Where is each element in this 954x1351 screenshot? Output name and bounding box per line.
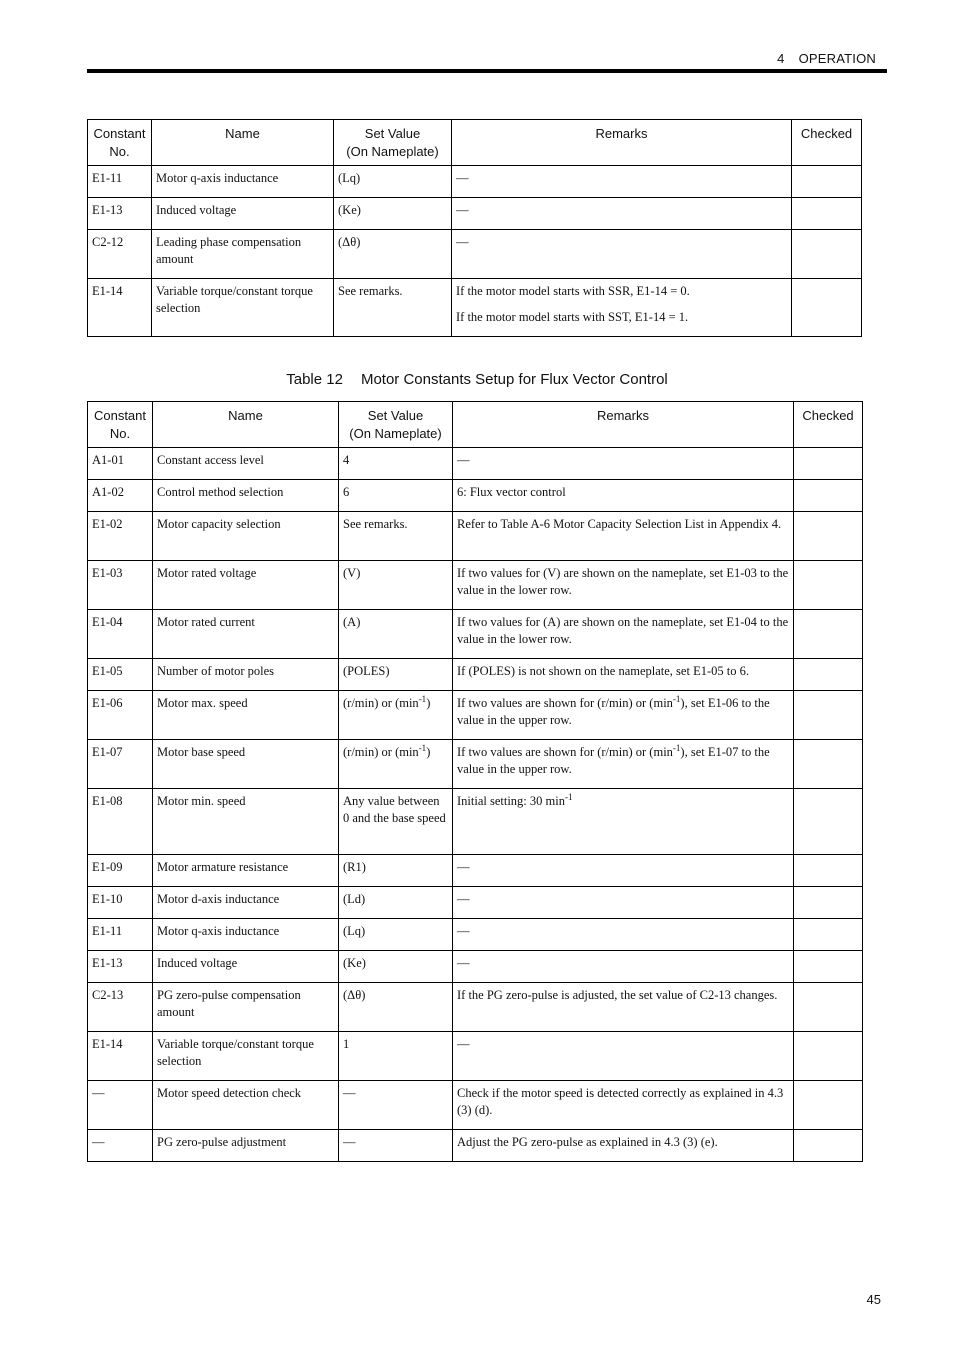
table-row (88, 691, 863, 740)
table-row (88, 919, 863, 951)
cell-set-value: — (339, 1130, 453, 1162)
page-header (777, 51, 876, 66)
cell-checked (794, 480, 863, 512)
cell-constant-no: E1-13 (88, 198, 152, 230)
cell-set-value: (Δθ) (339, 983, 453, 1032)
cell-remarks: — (453, 887, 794, 919)
cell-remarks: Initial setting: 30 $\min^{-1}$ (453, 789, 794, 855)
cell-remarks: If (POLES) is not shown on the nameplate, set E1-05 to 6. (453, 659, 794, 691)
table-row (88, 448, 863, 480)
cell-set-value: (Lq) (334, 166, 452, 198)
remark-line: — (456, 203, 469, 217)
cell-constant-no: E1-14 (88, 1032, 153, 1081)
cell-remarks (452, 279, 792, 337)
cell-remarks: If two values for (A) are shown on the nameplate, set E1-04 to the value in the lower row. (453, 610, 794, 659)
cell-name: Motor min. speed (153, 789, 339, 855)
cell-remarks: Refer to Table A-6 Motor Capacity Selection List in Appendix 4. (453, 512, 794, 561)
remark-line: If the motor model starts with SST, E1-14 = 1. (456, 310, 689, 324)
col-header-set-value: Set Value (On Nameplate) (339, 402, 453, 448)
cell-constant-no: E1-10 (88, 887, 153, 919)
cell-set-value: (A) (339, 610, 453, 659)
cell-set-value: (Lq) (339, 919, 453, 951)
table-row (88, 198, 862, 230)
cell-constant-no: — (88, 1130, 153, 1162)
cell-name: PG zero-pulse adjustment (153, 1130, 339, 1162)
cell-set-value: (r/min) or $(\min^{-1})$ (339, 691, 453, 740)
table-caption-label: Table 12 (286, 371, 343, 388)
cell-constant-no: E1-08 (88, 789, 153, 855)
table-row (88, 1032, 863, 1081)
col-header-name: Name (153, 402, 339, 448)
cell-name: Motor armature resistance (153, 855, 339, 887)
col-header-set-value: Set Value (On Nameplate) (334, 120, 452, 166)
table-row (88, 230, 862, 279)
cell-constant-no: — (88, 1081, 153, 1130)
cell-checked (794, 691, 863, 740)
cell-constant-no: E1-13 (88, 951, 153, 983)
cell-checked (792, 230, 862, 279)
cell-name: PG zero-pulse compensation amount (153, 983, 339, 1032)
remark-line: — (456, 171, 469, 185)
cell-constant-no: E1-02 (88, 512, 153, 561)
cell-constant-no: E1-14 (88, 279, 152, 337)
cell-constant-no: A1-01 (88, 448, 153, 480)
cell-checked (794, 1130, 863, 1162)
table-row (88, 480, 863, 512)
table-row (88, 1130, 863, 1162)
cell-remarks: — (453, 919, 794, 951)
table-row (88, 887, 863, 919)
col-header-remarks: Remarks (453, 402, 794, 448)
table-row (88, 561, 863, 610)
cell-checked (794, 887, 863, 919)
cell-checked (794, 983, 863, 1032)
cell-set-value: (Ke) (334, 198, 452, 230)
cell-remarks: If two values are shown for (r/min) or $(\min^{-1})$, set E1-06 to the value in the upper row. (453, 691, 794, 740)
table-row (88, 789, 863, 855)
cell-name: Motor rated current (153, 610, 339, 659)
cell-constant-no: E1-11 (88, 166, 152, 198)
cell-checked (794, 855, 863, 887)
cell-checked (794, 1081, 863, 1130)
cell-checked (792, 166, 862, 198)
cell-name: Motor capacity selection (153, 512, 339, 561)
cell-set-value: — (339, 1081, 453, 1130)
cell-checked (794, 951, 863, 983)
cell-remarks: If two values are shown for (r/min) or $(\min^{-1})$, set E1-07 to the value in the upper row. (453, 740, 794, 789)
table-row (88, 1081, 863, 1130)
col-header-checked: Checked (794, 402, 863, 448)
table-caption (0, 371, 954, 388)
table-row (88, 166, 862, 198)
cell-name: Motor rated voltage (153, 561, 339, 610)
cell-name: Variable torque/constant torque selection (153, 1032, 339, 1081)
cell-set-value: (Ke) (339, 951, 453, 983)
cell-remarks (452, 166, 792, 198)
table-row (88, 512, 863, 561)
cell-remarks (452, 198, 792, 230)
table-caption-title: Motor Constants Setup for Flux Vector Control (360, 371, 668, 388)
cell-constant-no: E1-09 (88, 855, 153, 887)
cell-set-value: 1 (339, 1032, 453, 1081)
cell-checked (794, 789, 863, 855)
cell-checked (794, 561, 863, 610)
cell-checked (792, 198, 862, 230)
cell-constant-no: E1-07 (88, 740, 153, 789)
cell-constant-no: E1-03 (88, 561, 153, 610)
cell-checked (794, 659, 863, 691)
table-row (88, 983, 863, 1032)
cell-set-value: Any value between 0 and the base speed (339, 789, 453, 855)
col-header-checked: Checked (792, 120, 862, 166)
cell-set-value: (POLES) (339, 659, 453, 691)
cell-set-value: See remarks. (334, 279, 452, 337)
col-header-name: Name (152, 120, 334, 166)
cell-remarks: — (453, 951, 794, 983)
cell-name: Motor q-axis inductance (153, 919, 339, 951)
table-row (88, 279, 862, 337)
cell-remarks: — (453, 855, 794, 887)
cell-constant-no: E1-05 (88, 659, 153, 691)
cell-constant-no: A1-02 (88, 480, 153, 512)
cell-constant-no: C2-12 (88, 230, 152, 279)
table-row (88, 659, 863, 691)
cell-remarks: Check if the motor speed is detected correctly as explained in 4.3 (3) (d). (453, 1081, 794, 1130)
cell-name: Motor d-axis inductance (153, 887, 339, 919)
cell-set-value: See remarks. (339, 512, 453, 561)
table-continued (87, 119, 862, 337)
cell-remarks: 6: Flux vector control (453, 480, 794, 512)
table-row (88, 610, 863, 659)
cell-set-value: (r/min) or $(\min^{-1})$ (339, 740, 453, 789)
cell-set-value: (V) (339, 561, 453, 610)
table-header-row (88, 120, 862, 166)
header-rule (87, 69, 887, 73)
col-header-remarks: Remarks (452, 120, 792, 166)
cell-name: Motor speed detection check (153, 1081, 339, 1130)
cell-name: Constant access level (153, 448, 339, 480)
cell-constant-no: E1-04 (88, 610, 153, 659)
table-row (88, 855, 863, 887)
cell-constant-no: E1-11 (88, 919, 153, 951)
remark-line: — (456, 235, 469, 249)
cell-checked (792, 279, 862, 337)
section-number: 4 (777, 51, 785, 66)
cell-name: Control method selection (153, 480, 339, 512)
cell-checked (794, 740, 863, 789)
cell-remarks: If two values for (V) are shown on the nameplate, set E1-03 to the value in the lower row. (453, 561, 794, 610)
table-row (88, 740, 863, 789)
cell-remarks: If the PG zero-pulse is adjusted, the set value of C2-13 changes. (453, 983, 794, 1032)
cell-name: Variable torque/constant torque selection (152, 279, 334, 337)
cell-name: Motor q-axis inductance (152, 166, 334, 198)
cell-constant-no: C2-13 (88, 983, 153, 1032)
cell-checked (794, 610, 863, 659)
cell-constant-no: E1-06 (88, 691, 153, 740)
motor-constants-table (87, 401, 863, 1162)
cell-name: Leading phase compensation amount (152, 230, 334, 279)
cell-set-value: 4 (339, 448, 453, 480)
cell-set-value: (Ld) (339, 887, 453, 919)
page-number: 45 (866, 1292, 881, 1307)
cell-name: Motor max. speed (153, 691, 339, 740)
cell-set-value: (R1) (339, 855, 453, 887)
cell-checked (794, 919, 863, 951)
col-header-constant-no: Constant No. (88, 402, 153, 448)
cell-remarks: — (453, 448, 794, 480)
cell-checked (794, 448, 863, 480)
section-title: OPERATION (798, 51, 876, 66)
table-row (88, 951, 863, 983)
cell-name: Induced voltage (153, 951, 339, 983)
cell-checked (794, 512, 863, 561)
col-header-constant-no: Constant No. (88, 120, 152, 166)
remark-line: If the motor model starts with SSR, E1-14 = 0. (456, 284, 690, 298)
cell-checked (794, 1032, 863, 1081)
cell-set-value: 6 (339, 480, 453, 512)
cell-name: Induced voltage (152, 198, 334, 230)
table-header-row (88, 402, 863, 448)
cell-set-value: (Δθ) (334, 230, 452, 279)
cell-remarks: — (453, 1032, 794, 1081)
cell-name: Number of motor poles (153, 659, 339, 691)
cell-name: Motor base speed (153, 740, 339, 789)
cell-remarks (452, 230, 792, 279)
cell-remarks: Adjust the PG zero-pulse as explained in 4.3 (3) (e). (453, 1130, 794, 1162)
